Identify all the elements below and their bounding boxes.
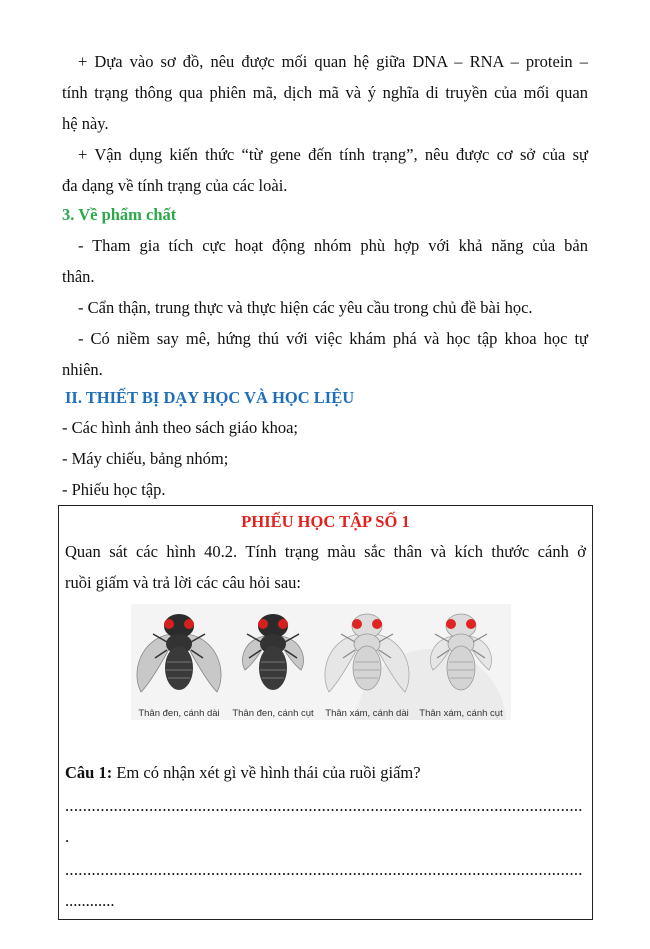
fly-label: Thân đen, cánh cụt [232,708,314,719]
text-line: + Vận dụng kiến thức “từ gene đến tính trạng”, nêu được cơ sở của sự [78,145,588,164]
worksheet-intro: Quan sát các hình 40.2. Tính trạng màu sắc thân và kích thước cánh ở [65,542,586,561]
answer-line[interactable]: ..................................................................................................................... [65,796,583,815]
list-item: - Máy chiếu, bảng nhóm; [62,449,229,468]
question-text: Em có nhận xét gì về hình thái của ruồi giấm? [112,763,421,782]
fly-label: Thân xám, cánh cụt [419,708,503,719]
question-1 [65,763,586,783]
question-label: Câu 1: [65,763,113,782]
worksheet-title: PHIẾU HỌC TẬP SỐ 1 [241,512,410,531]
list-item: - Các hình ảnh theo sách giáo khoa; [62,418,298,437]
list-item: - Phiếu học tập. [62,480,166,499]
answer-line-tail: ............ [65,891,115,910]
section-heading-equipment: II. THIẾT BỊ DẠY HỌC VÀ HỌC LIỆU [65,388,355,407]
fruit-fly-figure [131,604,511,720]
text-line: - Có niềm say mê, hứng thú với việc khám phá và học tập khoa học tự [78,329,588,348]
text-line: + Dựa vào sơ đồ, nêu được mối quan hệ giữa DNA – RNA – protein – [78,52,588,71]
text-line: - Cẩn thận, trung thực và thực hiện các yêu cầu trong chủ đề bài học. [78,298,533,317]
text-line: đa dạng về tính trạng của các loài. [62,176,288,195]
section-heading-qualities: 3. Về phẩm chất [62,205,177,224]
text-line: tính trạng thông qua phiên mã, dịch mã và ý nghĩa di truyền của mối quan [62,83,588,102]
text-line: hệ này. [62,114,109,133]
text-line: - Tham gia tích cực hoạt động nhóm phù hợp với khả năng của bản [78,236,588,255]
answer-line[interactable]: ..................................................................................................................... [65,860,583,879]
text-line: thân. [62,267,95,286]
answer-line-tail: . [65,827,70,846]
worksheet-intro: ruồi giấm và trả lời các câu hỏi sau: [65,573,301,592]
fly-label: Thân xám, cánh dài [325,708,409,719]
text-line: nhiên. [62,360,103,379]
fly-label: Thân đen, cánh dài [138,708,220,719]
worksheet-box [58,505,593,920]
